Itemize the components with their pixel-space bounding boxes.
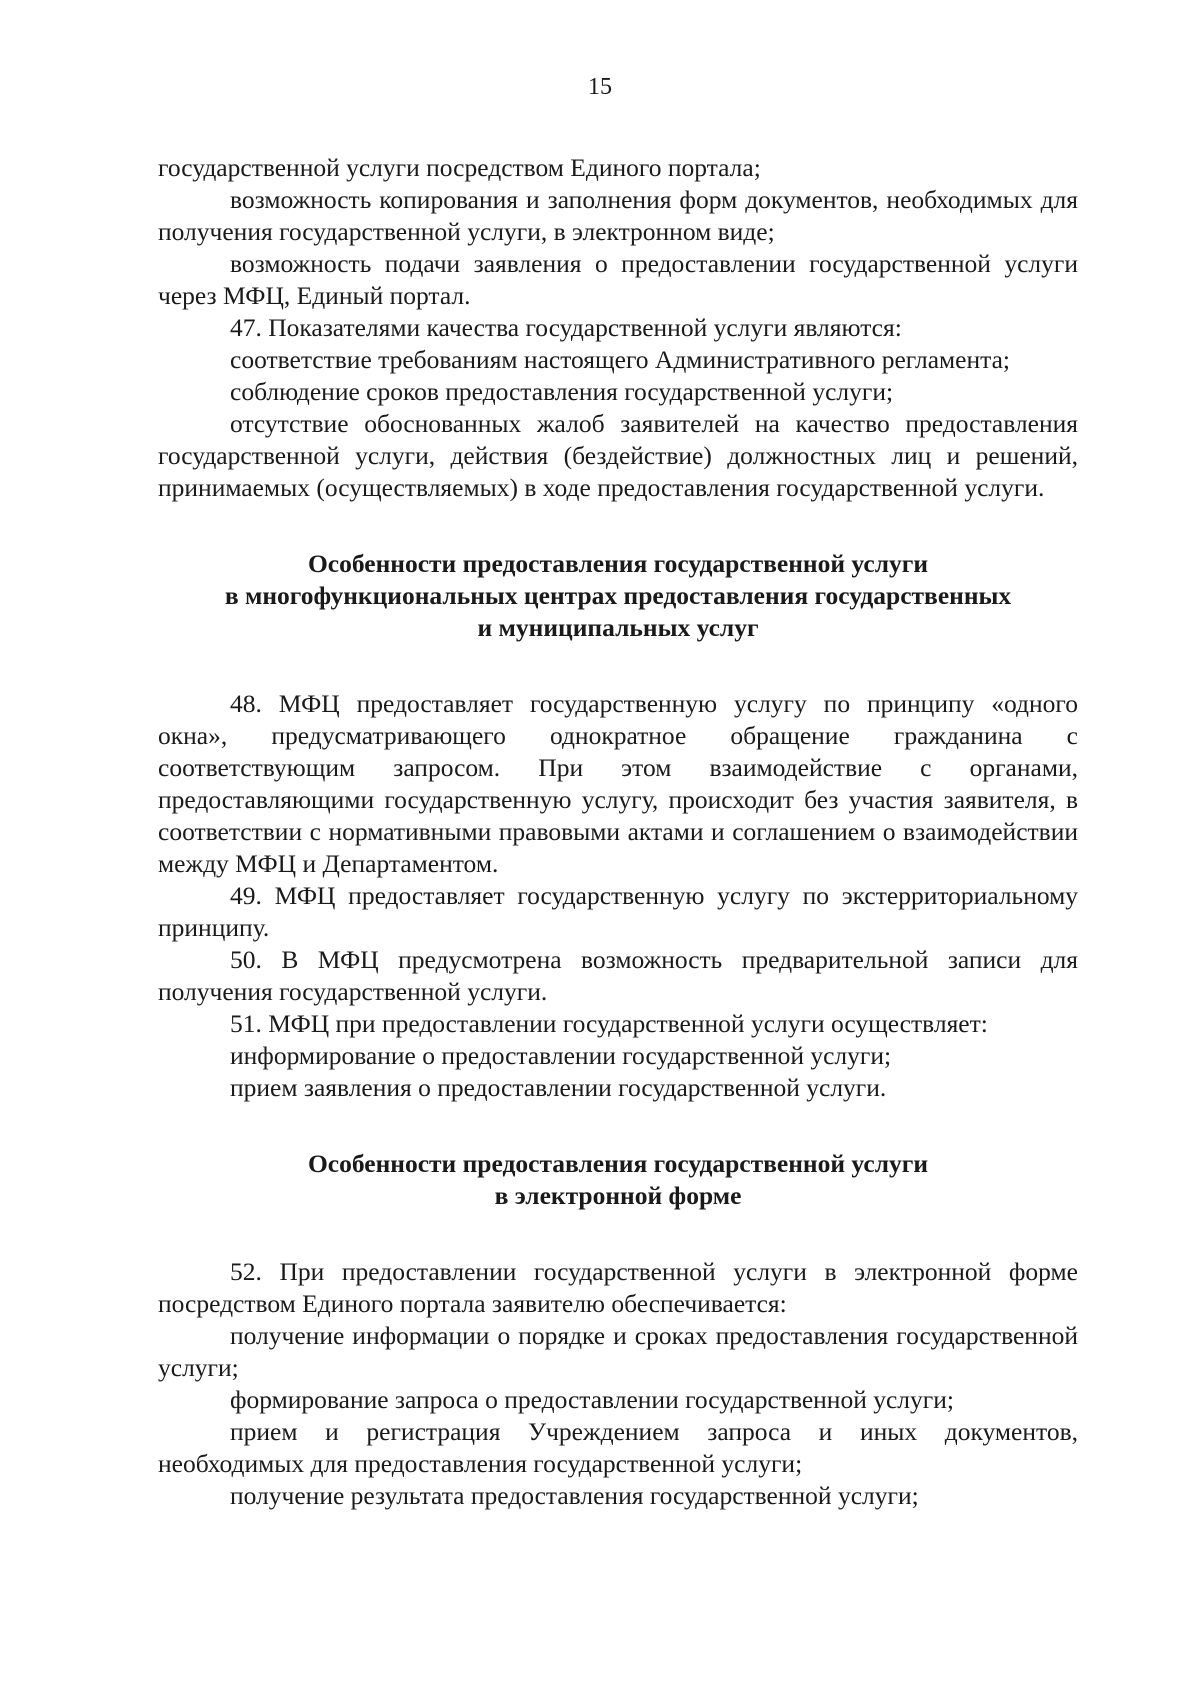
paragraph: 49. МФЦ предоставляет государственную услугу по экстерриториальному принципу. bbox=[158, 881, 1078, 942]
page-number: 15 bbox=[588, 74, 612, 100]
paragraph: прием заявления о предоставлении государственной услуги. bbox=[230, 1073, 887, 1102]
paragraph: возможность подачи заявления о предоставлении государственной услуги через МФЦ, Единый портал. bbox=[158, 249, 1078, 310]
paragraph: прием и регистрация Учреждением запроса и иных документов, необходимых для предоставления государственной услуги; bbox=[158, 1417, 1078, 1478]
paragraph: формирование запроса о предоставлении государственной услуги; bbox=[230, 1385, 954, 1414]
heading-line: и муниципальных услуг bbox=[477, 613, 759, 642]
heading-line: Особенности предоставления государственной услуги bbox=[307, 549, 929, 578]
paragraph: государственной услуги посредством Единого портала; bbox=[158, 153, 761, 182]
section-heading-electronic bbox=[158, 1148, 1078, 1212]
paragraph: 47. Показателями качества государственной услуги являются: bbox=[230, 313, 902, 342]
heading-line: Особенности предоставления государственной услуги bbox=[307, 1149, 929, 1178]
paragraph: получение информации о порядке и сроках предоставления государственной услуги; bbox=[158, 1321, 1078, 1382]
paragraph: 51. МФЦ при предоставлении государственной услуги осуществляет: bbox=[230, 1009, 988, 1038]
block-2 bbox=[158, 688, 1078, 1104]
paragraph: возможность копирования и заполнения форм документов, необходимых для получения государственной услуги, в электронном виде; bbox=[158, 185, 1078, 246]
paragraph: 52. При предоставлении государственной услуги в электронной форме посредством Единого портала заявителю обеспечивается: bbox=[158, 1257, 1078, 1318]
paragraph: 48. МФЦ предоставляет государственную услугу по принципу «одного окна», предусматривающего однократное обращение гражданина с соответствующим запросом. При этом взаимодействие с органами, предоставляющими государственную услугу, происходит без участия заявителя, в соответствии с нормативными правовыми актами и соглашением о взаимодействии между МФЦ и Департаментом. bbox=[158, 689, 1078, 878]
document-body bbox=[158, 152, 1078, 1512]
heading-line: в многофункциональных центрах предоставления государственных bbox=[224, 581, 1012, 610]
paragraph: соблюдение сроков предоставления государственной услуги; bbox=[230, 377, 894, 406]
block-3 bbox=[158, 1256, 1078, 1512]
paragraph: отсутствие обоснованных жалоб заявителей на качество предоставления государственной услуги, действия (бездействие) должностных лиц и решений, принимаемых (осуществляемых) в ходе предоставления государственной услуги. bbox=[158, 409, 1078, 502]
paragraph: получение результата предоставления государственной услуги; bbox=[230, 1481, 919, 1510]
heading-line: в электронной форме bbox=[494, 1181, 742, 1210]
paragraph: информирование о предоставлении государственной услуги; bbox=[230, 1041, 892, 1070]
section-heading-mfc bbox=[158, 548, 1078, 644]
block-1 bbox=[158, 152, 1078, 504]
paragraph: соответствие требованиям настоящего Административного регламента; bbox=[230, 345, 1010, 374]
paragraph: 50. В МФЦ предусмотрена возможность предварительной записи для получения государственной услуги. bbox=[158, 945, 1078, 1006]
